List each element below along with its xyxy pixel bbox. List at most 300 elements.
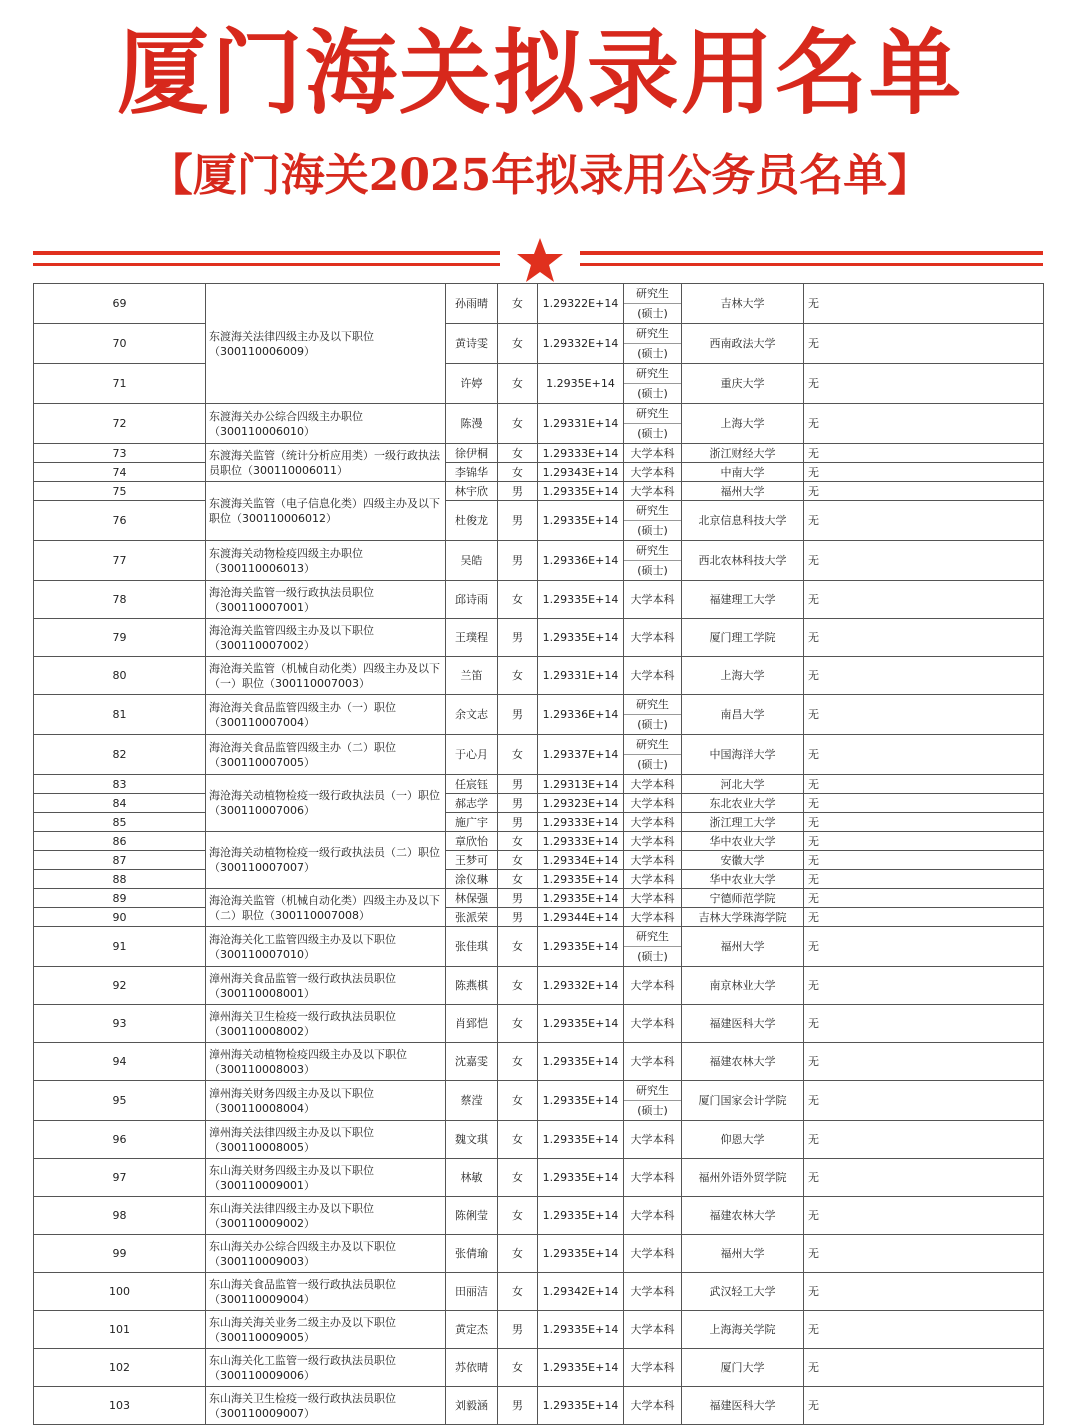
name-cell: 许婷 xyxy=(446,364,498,404)
education-level: (硕士) xyxy=(637,347,668,360)
position-cell: 东山海关法律四级主办及以下职位（300110009002） xyxy=(206,1197,446,1235)
education-level: (硕士) xyxy=(637,564,668,577)
name-cell: 苏依晴 xyxy=(446,1349,498,1387)
note-cell: 无 xyxy=(804,1159,1044,1197)
note-cell: 无 xyxy=(804,463,1044,482)
school-cell: 东北农业大学 xyxy=(682,794,804,813)
education-cell: 大学本科 xyxy=(624,444,682,463)
education-cell: 大学本科 xyxy=(624,870,682,889)
gender-cell: 女 xyxy=(498,364,538,404)
education-level: (硕士) xyxy=(637,524,668,537)
education-cell: 大学本科 xyxy=(624,1273,682,1311)
school-cell: 西北农林科技大学 xyxy=(682,541,804,581)
note-cell: 无 xyxy=(804,1081,1044,1121)
gender-cell: 女 xyxy=(498,870,538,889)
row-number: 93 xyxy=(34,1005,206,1043)
school-cell: 福州大学 xyxy=(682,927,804,967)
name-cell: 王璞程 xyxy=(446,619,498,657)
gender-cell: 男 xyxy=(498,695,538,735)
id-cell: 1.29335E+14 xyxy=(538,889,624,908)
position-cell: 海沧海关监管（机械自动化类）四级主办及以下（一）职位（300110007003） xyxy=(206,657,446,695)
gender-cell: 女 xyxy=(498,832,538,851)
row-number: 94 xyxy=(34,1043,206,1081)
row-number: 86 xyxy=(34,832,206,851)
name-cell: 黄定杰 xyxy=(446,1311,498,1349)
id-cell: 1.29337E+14 xyxy=(538,735,624,775)
gender-cell: 男 xyxy=(498,794,538,813)
note-cell: 无 xyxy=(804,1005,1044,1043)
education-cell: 大学本科 xyxy=(624,813,682,832)
school-cell: 浙江财经大学 xyxy=(682,444,804,463)
note-cell: 无 xyxy=(804,735,1044,775)
gender-cell: 男 xyxy=(498,889,538,908)
note-cell: 无 xyxy=(804,482,1044,501)
divider-left-bottom xyxy=(33,263,500,266)
school-cell: 南京林业大学 xyxy=(682,967,804,1005)
education-level: (硕士) xyxy=(637,758,668,771)
education-cell: 大学本科 xyxy=(624,1311,682,1349)
gender-cell: 女 xyxy=(498,284,538,324)
row-number: 101 xyxy=(34,1311,206,1349)
education-cell: 大学本科 xyxy=(624,794,682,813)
school-cell: 吉林大学 xyxy=(682,284,804,324)
table-row xyxy=(34,1235,1044,1273)
gender-cell: 女 xyxy=(498,463,538,482)
id-cell: 1.29335E+14 xyxy=(538,619,624,657)
table-row xyxy=(34,404,1044,444)
table-row xyxy=(34,927,1044,967)
gender-cell: 女 xyxy=(498,444,538,463)
divider-right-top xyxy=(580,251,1043,255)
gender-cell: 女 xyxy=(498,851,538,870)
school-cell: 厦门大学 xyxy=(682,1349,804,1387)
row-number: 77 xyxy=(34,541,206,581)
id-cell: 1.29322E+14 xyxy=(538,284,624,324)
education-level: (硕士) xyxy=(637,950,668,963)
education-cell: 大学本科 xyxy=(624,832,682,851)
name-cell: 孙雨晴 xyxy=(446,284,498,324)
name-cell: 陈俐莹 xyxy=(446,1197,498,1235)
school-cell: 河北大学 xyxy=(682,775,804,794)
row-number: 88 xyxy=(34,870,206,889)
row-number: 81 xyxy=(34,695,206,735)
education-cell: 大学本科 xyxy=(624,463,682,482)
id-cell: 1.29335E+14 xyxy=(538,1349,624,1387)
table-row xyxy=(34,482,1044,501)
position-cell: 东渡海关法律四级主办及以下职位（300110006009） xyxy=(206,284,446,404)
position-cell: 海沧海关食品监管四级主办（一）职位（300110007004） xyxy=(206,695,446,735)
row-number: 78 xyxy=(34,581,206,619)
position-cell: 海沧海关监管一级行政执法员职位（300110007001） xyxy=(206,581,446,619)
position-cell: 东渡海关监管（电子信息化类）四级主办及以下职位（300110006012） xyxy=(206,482,446,541)
note-cell: 无 xyxy=(804,927,1044,967)
name-cell: 陈漫 xyxy=(446,404,498,444)
school-cell: 上海大学 xyxy=(682,404,804,444)
name-cell: 林保强 xyxy=(446,889,498,908)
table-row xyxy=(34,1121,1044,1159)
name-cell: 蔡滢 xyxy=(446,1081,498,1121)
id-cell: 1.29333E+14 xyxy=(538,813,624,832)
education-cell: 大学本科 xyxy=(624,967,682,1005)
school-cell: 华中农业大学 xyxy=(682,870,804,889)
school-cell: 北京信息科技大学 xyxy=(682,501,804,541)
name-cell: 章欣怡 xyxy=(446,832,498,851)
name-cell: 王梦可 xyxy=(446,851,498,870)
row-number: 100 xyxy=(34,1273,206,1311)
school-cell: 福建医科大学 xyxy=(682,1005,804,1043)
row-number: 90 xyxy=(34,908,206,927)
education-cell xyxy=(624,284,682,324)
education-cell: 大学本科 xyxy=(624,1159,682,1197)
education-cell: 大学本科 xyxy=(624,657,682,695)
note-cell: 无 xyxy=(804,1273,1044,1311)
table-row xyxy=(34,1005,1044,1043)
position-cell: 东山海关海关业务二级主办及以下职位（300110009005） xyxy=(206,1311,446,1349)
table-row xyxy=(34,870,1044,889)
school-cell: 福州大学 xyxy=(682,482,804,501)
position-cell: 海沧海关监管四级主办及以下职位（300110007002） xyxy=(206,619,446,657)
education-level: (硕士) xyxy=(637,1104,668,1117)
row-number: 73 xyxy=(34,444,206,463)
row-number: 71 xyxy=(34,364,206,404)
note-cell: 无 xyxy=(804,775,1044,794)
table-row xyxy=(34,501,1044,541)
row-number: 95 xyxy=(34,1081,206,1121)
school-cell: 仰恩大学 xyxy=(682,1121,804,1159)
education-level: (硕士) xyxy=(637,307,668,320)
id-cell: 1.29335E+14 xyxy=(538,1081,624,1121)
row-number: 91 xyxy=(34,927,206,967)
education-cell xyxy=(624,927,682,967)
id-cell: 1.29335E+14 xyxy=(538,1005,624,1043)
position-cell: 海沧海关食品监管四级主办（二）职位（300110007005） xyxy=(206,735,446,775)
gender-cell: 女 xyxy=(498,1197,538,1235)
roster-table xyxy=(33,283,1044,1425)
gender-cell: 男 xyxy=(498,1387,538,1425)
name-cell: 张佳琪 xyxy=(446,927,498,967)
note-cell: 无 xyxy=(804,1349,1044,1387)
gender-cell: 女 xyxy=(498,1081,538,1121)
gender-cell: 女 xyxy=(498,1235,538,1273)
note-cell: 无 xyxy=(804,324,1044,364)
position-cell: 东山海关食品监管一级行政执法员职位（300110009004） xyxy=(206,1273,446,1311)
table-row xyxy=(34,735,1044,775)
school-cell: 浙江理工大学 xyxy=(682,813,804,832)
name-cell: 魏文琪 xyxy=(446,1121,498,1159)
table-row xyxy=(34,1387,1044,1425)
table-row xyxy=(34,908,1044,927)
row-number: 70 xyxy=(34,324,206,364)
gender-cell: 男 xyxy=(498,908,538,927)
education-degree: 研究生 xyxy=(624,364,681,384)
education-cell xyxy=(624,324,682,364)
school-cell: 华中农业大学 xyxy=(682,832,804,851)
gender-cell: 女 xyxy=(498,1121,538,1159)
row-number: 99 xyxy=(34,1235,206,1273)
gender-cell: 男 xyxy=(498,482,538,501)
education-degree: 研究生 xyxy=(624,541,681,561)
note-cell: 无 xyxy=(804,284,1044,324)
id-cell: 1.29336E+14 xyxy=(538,695,624,735)
school-cell: 武汉轻工大学 xyxy=(682,1273,804,1311)
roster-body xyxy=(34,284,1044,1425)
education-cell: 大学本科 xyxy=(624,1235,682,1273)
table-row xyxy=(34,364,1044,404)
row-number: 83 xyxy=(34,775,206,794)
row-number: 72 xyxy=(34,404,206,444)
gender-cell: 女 xyxy=(498,581,538,619)
education-cell xyxy=(624,501,682,541)
row-number: 85 xyxy=(34,813,206,832)
gender-cell: 女 xyxy=(498,657,538,695)
gender-cell: 女 xyxy=(498,927,538,967)
row-number: 74 xyxy=(34,463,206,482)
education-cell: 大学本科 xyxy=(624,1387,682,1425)
name-cell: 张派荣 xyxy=(446,908,498,927)
note-cell: 无 xyxy=(804,1235,1044,1273)
table-row xyxy=(34,832,1044,851)
education-level: (硕士) xyxy=(637,718,668,731)
position-cell: 漳州海关食品监管一级行政执法员职位（300110008001） xyxy=(206,967,446,1005)
table-row xyxy=(34,695,1044,735)
school-cell: 宁德师范学院 xyxy=(682,889,804,908)
education-cell: 大学本科 xyxy=(624,1197,682,1235)
school-cell: 上海海关学院 xyxy=(682,1311,804,1349)
education-degree: 研究生 xyxy=(624,695,681,715)
table-row xyxy=(34,581,1044,619)
note-cell: 无 xyxy=(804,832,1044,851)
id-cell: 1.29336E+14 xyxy=(538,541,624,581)
id-cell: 1.29335E+14 xyxy=(538,501,624,541)
school-cell: 南昌大学 xyxy=(682,695,804,735)
note-cell: 无 xyxy=(804,581,1044,619)
name-cell: 黄诗雯 xyxy=(446,324,498,364)
row-number: 102 xyxy=(34,1349,206,1387)
name-cell: 余文志 xyxy=(446,695,498,735)
school-cell: 安徽大学 xyxy=(682,851,804,870)
id-cell: 1.29335E+14 xyxy=(538,870,624,889)
note-cell: 无 xyxy=(804,870,1044,889)
row-number: 82 xyxy=(34,735,206,775)
table-row xyxy=(34,967,1044,1005)
note-cell: 无 xyxy=(804,1387,1044,1425)
table-row xyxy=(34,1081,1044,1121)
table-row xyxy=(34,657,1044,695)
note-cell: 无 xyxy=(804,1311,1044,1349)
table-row xyxy=(34,444,1044,463)
table-row xyxy=(34,851,1044,870)
table-row xyxy=(34,813,1044,832)
note-cell: 无 xyxy=(804,1121,1044,1159)
table-row xyxy=(34,775,1044,794)
name-cell: 郝志学 xyxy=(446,794,498,813)
school-cell: 中国海洋大学 xyxy=(682,735,804,775)
table-row xyxy=(34,794,1044,813)
id-cell: 1.29331E+14 xyxy=(538,404,624,444)
education-cell xyxy=(624,364,682,404)
position-cell: 东山海关办公综合四级主办及以下职位（300110009003） xyxy=(206,1235,446,1273)
gender-cell: 女 xyxy=(498,1349,538,1387)
id-cell: 1.29343E+14 xyxy=(538,463,624,482)
name-cell: 林敏 xyxy=(446,1159,498,1197)
school-cell: 重庆大学 xyxy=(682,364,804,404)
education-cell: 大学本科 xyxy=(624,1043,682,1081)
education-cell: 大学本科 xyxy=(624,1349,682,1387)
education-cell xyxy=(624,541,682,581)
id-cell: 1.29335E+14 xyxy=(538,482,624,501)
id-cell: 1.29335E+14 xyxy=(538,1235,624,1273)
note-cell: 无 xyxy=(804,851,1044,870)
table-row xyxy=(34,1311,1044,1349)
school-cell: 上海大学 xyxy=(682,657,804,695)
education-cell xyxy=(624,1081,682,1121)
note-cell: 无 xyxy=(804,364,1044,404)
name-cell: 沈嘉雯 xyxy=(446,1043,498,1081)
note-cell: 无 xyxy=(804,908,1044,927)
id-cell: 1.29335E+14 xyxy=(538,1043,624,1081)
name-cell: 刘毅涵 xyxy=(446,1387,498,1425)
school-cell: 福建农林大学 xyxy=(682,1043,804,1081)
row-number: 96 xyxy=(34,1121,206,1159)
position-cell: 东渡海关动物检疫四级主办职位（300110006013） xyxy=(206,541,446,581)
id-cell: 1.29335E+14 xyxy=(538,581,624,619)
education-cell: 大学本科 xyxy=(624,851,682,870)
position-cell: 东山海关财务四级主办及以下职位（300110009001） xyxy=(206,1159,446,1197)
position-cell: 漳州海关动植物检疫四级主办及以下职位（300110008003） xyxy=(206,1043,446,1081)
position-cell: 海沧海关化工监管四级主办及以下职位（300110007010） xyxy=(206,927,446,967)
table-row xyxy=(34,541,1044,581)
education-cell: 大学本科 xyxy=(624,482,682,501)
id-cell: 1.2935E+14 xyxy=(538,364,624,404)
row-number: 98 xyxy=(34,1197,206,1235)
name-cell: 李锦华 xyxy=(446,463,498,482)
education-cell: 大学本科 xyxy=(624,908,682,927)
row-number: 84 xyxy=(34,794,206,813)
note-cell: 无 xyxy=(804,813,1044,832)
divider-right-bottom xyxy=(580,263,1043,266)
gender-cell: 男 xyxy=(498,775,538,794)
school-cell: 福建理工大学 xyxy=(682,581,804,619)
table-row xyxy=(34,1349,1044,1387)
name-cell: 兰笛 xyxy=(446,657,498,695)
position-cell: 漳州海关法律四级主办及以下职位（300110008005） xyxy=(206,1121,446,1159)
school-cell: 中南大学 xyxy=(682,463,804,482)
row-number: 79 xyxy=(34,619,206,657)
position-cell: 海沧海关动植物检疫一级行政执法员（二）职位（300110007007） xyxy=(206,832,446,889)
row-number: 92 xyxy=(34,967,206,1005)
name-cell: 任宸钰 xyxy=(446,775,498,794)
school-cell: 福建农林大学 xyxy=(682,1197,804,1235)
education-level: (硕士) xyxy=(637,387,668,400)
page-title: 厦门海关拟录用名单 xyxy=(116,19,963,127)
note-cell: 无 xyxy=(804,619,1044,657)
education-degree: 研究生 xyxy=(624,324,681,344)
gender-cell: 女 xyxy=(498,1273,538,1311)
gender-cell: 女 xyxy=(498,967,538,1005)
education-cell: 大学本科 xyxy=(624,619,682,657)
education-degree: 研究生 xyxy=(624,735,681,755)
id-cell: 1.29332E+14 xyxy=(538,324,624,364)
education-cell xyxy=(624,735,682,775)
table-row xyxy=(34,463,1044,482)
position-cell: 东山海关卫生检疫一级行政执法员职位（300110009007） xyxy=(206,1387,446,1425)
table-row xyxy=(34,1197,1044,1235)
gender-cell: 女 xyxy=(498,735,538,775)
table-row xyxy=(34,1043,1044,1081)
id-cell: 1.29332E+14 xyxy=(538,967,624,1005)
gender-cell: 女 xyxy=(498,1005,538,1043)
education-degree: 研究生 xyxy=(624,404,681,424)
position-cell: 海沧海关监管（机械自动化类）四级主办及以下（二）职位（300110007008） xyxy=(206,889,446,927)
id-cell: 1.29334E+14 xyxy=(538,851,624,870)
education-cell: 大学本科 xyxy=(624,1121,682,1159)
row-number: 69 xyxy=(34,284,206,324)
id-cell: 1.29333E+14 xyxy=(538,832,624,851)
row-number: 80 xyxy=(34,657,206,695)
id-cell: 1.29344E+14 xyxy=(538,908,624,927)
id-cell: 1.29335E+14 xyxy=(538,1121,624,1159)
divider-left-top xyxy=(33,251,500,255)
gender-cell: 男 xyxy=(498,813,538,832)
id-cell: 1.29323E+14 xyxy=(538,794,624,813)
education-degree: 研究生 xyxy=(624,927,681,947)
id-cell: 1.29335E+14 xyxy=(538,927,624,967)
education-cell xyxy=(624,695,682,735)
education-cell: 大学本科 xyxy=(624,889,682,908)
note-cell: 无 xyxy=(804,1043,1044,1081)
gender-cell: 女 xyxy=(498,324,538,364)
position-cell: 漳州海关财务四级主办及以下职位（300110008004） xyxy=(206,1081,446,1121)
table-row xyxy=(34,619,1044,657)
row-number: 103 xyxy=(34,1387,206,1425)
id-cell: 1.29313E+14 xyxy=(538,775,624,794)
note-cell: 无 xyxy=(804,657,1044,695)
school-cell: 吉林大学珠海学院 xyxy=(682,908,804,927)
education-cell xyxy=(624,404,682,444)
gender-cell: 男 xyxy=(498,1311,538,1349)
name-cell: 施广宇 xyxy=(446,813,498,832)
school-cell: 厦门国家会计学院 xyxy=(682,1081,804,1121)
note-cell: 无 xyxy=(804,1197,1044,1235)
table-row xyxy=(34,284,1044,324)
education-cell: 大学本科 xyxy=(624,775,682,794)
gender-cell: 女 xyxy=(498,404,538,444)
note-cell: 无 xyxy=(804,501,1044,541)
gender-cell: 女 xyxy=(498,1043,538,1081)
id-cell: 1.29335E+14 xyxy=(538,1311,624,1349)
note-cell: 无 xyxy=(804,404,1044,444)
table-row xyxy=(34,324,1044,364)
id-cell: 1.29331E+14 xyxy=(538,657,624,695)
gender-cell: 男 xyxy=(498,619,538,657)
position-cell: 东渡海关监管（统计分析应用类）一级行政执法员职位（300110006011） xyxy=(206,444,446,482)
education-cell: 大学本科 xyxy=(624,581,682,619)
id-cell: 1.29335E+14 xyxy=(538,1387,624,1425)
table-row xyxy=(34,1273,1044,1311)
education-level: (硕士) xyxy=(637,427,668,440)
table-row xyxy=(34,889,1044,908)
name-cell: 陈燕棋 xyxy=(446,967,498,1005)
name-cell: 邱诗雨 xyxy=(446,581,498,619)
name-cell: 田丽洁 xyxy=(446,1273,498,1311)
row-number: 76 xyxy=(34,501,206,541)
row-number: 87 xyxy=(34,851,206,870)
name-cell: 吴皓 xyxy=(446,541,498,581)
gender-cell: 男 xyxy=(498,501,538,541)
school-cell: 厦门理工学院 xyxy=(682,619,804,657)
name-cell: 于心月 xyxy=(446,735,498,775)
id-cell: 1.29335E+14 xyxy=(538,1159,624,1197)
